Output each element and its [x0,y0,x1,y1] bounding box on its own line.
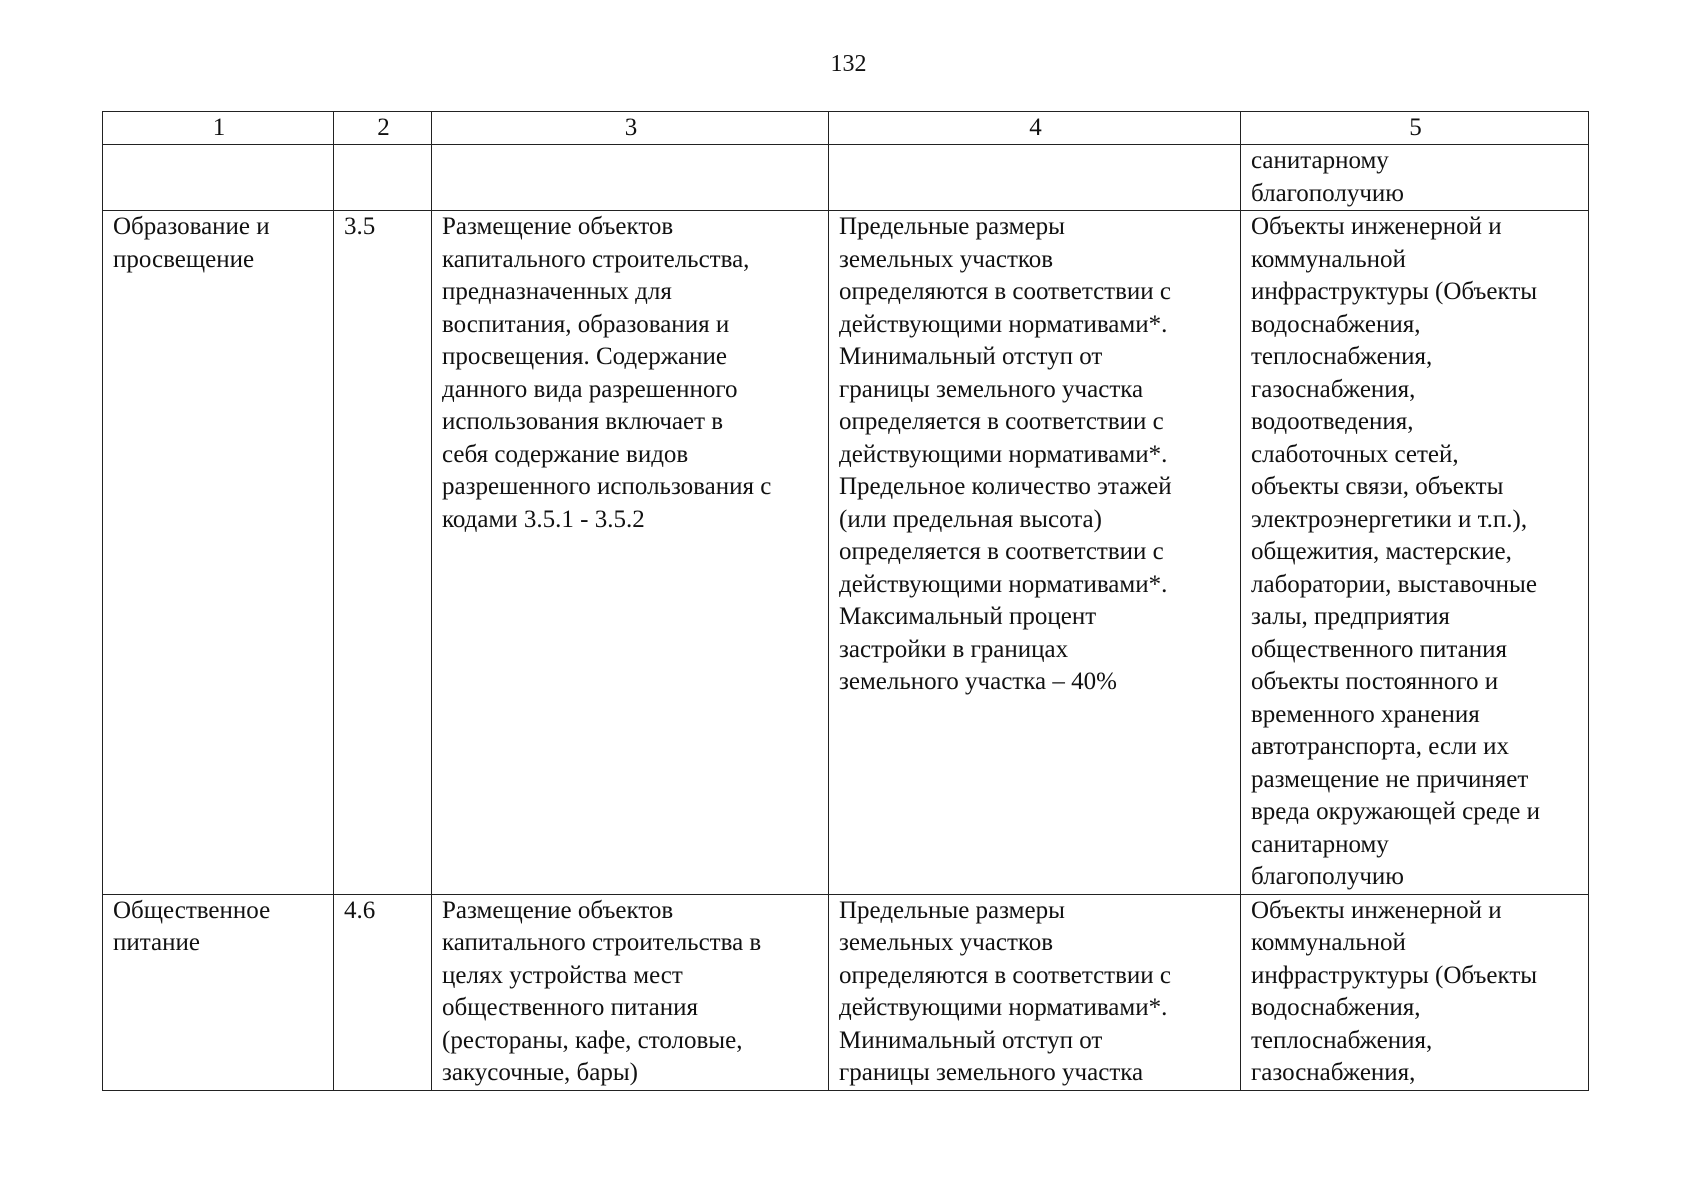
cell-auxiliary-text: Объекты инженерной и коммунальной инфраструктуры (Объекты водоснабжения, теплоснабжения, газоснабжения, [1251,896,1538,1086]
table-row-continuation [103,145,1589,211]
cell-auxiliary-text: Объекты инженерной и коммунальной инфраструктуры (Объекты водоснабжения, теплоснабжения, газоснабжения, водоотведения, слаботочных сетей, объекты связи, объекты электроэнергетики и т.п.), общежития, мастерские, лаборатории, выставочные залы, предприятия общественного питания объекты постоянного и временного хранения автотранспорта, если их размещение не причиняет вреда окружающей среде и санитарному благополучию [1251,213,1540,890]
page-number [0,50,1697,78]
land-use-table [102,111,1589,1091]
cell-parameters [829,211,1241,895]
cell-auxiliary-text: санитарному благополучию [1251,147,1404,207]
header-col-4: 4 [829,112,1241,145]
cell-name-text: Общественное питание [113,896,271,956]
cell-description [432,211,829,895]
table-row-catering [103,894,1589,1090]
header-col-3: 3 [432,112,829,145]
cell-code-text: 4.6 [344,896,376,924]
cell-name-text: Образование и просвещение [113,213,270,273]
cell-parameters-text: Предельные размеры земельных участков определяются в соответствии с действующими нормативами*. Минимальный отступ от границы земельного участка [839,896,1172,1086]
header-col-2: 2 [334,112,432,145]
page-number-text: 132 [830,51,867,77]
cell-code-text: 3.5 [344,213,376,240]
cell-name [103,894,334,1090]
cell-code [334,145,432,211]
table-row-education [103,211,1589,895]
cell-auxiliary [1241,894,1589,1090]
cell-name [103,145,334,211]
cell-name [103,211,334,895]
cell-parameters [829,145,1241,211]
cell-auxiliary [1241,211,1589,895]
table-header-row [103,112,1589,145]
cell-description-text: Размещение объектов капитального строительства в целях устройства мест общественного питания (рестораны, кафе, столовые, закусочные, бары) [442,896,762,1086]
cell-description-text: Размещение объектов капитального строительства, предназначенных для воспитания, образования и просвещения. Содержание данного вида разрешенного использования включает в себя содержание видов разрешенного использования с кодами 3.5.1 - 3.5.2 [442,213,772,533]
cell-auxiliary [1241,145,1589,211]
cell-code [334,211,432,895]
cell-description [432,894,829,1090]
cell-code [334,894,432,1090]
header-col-1: 1 [103,112,334,145]
cell-parameters-text: Предельные размеры земельных участков определяются в соответствии с действующими нормативами*. Минимальный отступ от границы земельного участка определяется в соответствии с действующими нормативами*. Предельное количество этажей (или предельная высота) определяется в соответствии с действующими нормативами*. Максимальный процент застройки в границах земельного участка – 40% [839,213,1172,695]
cell-description [432,145,829,211]
header-col-5: 5 [1241,112,1589,145]
cell-parameters [829,894,1241,1090]
